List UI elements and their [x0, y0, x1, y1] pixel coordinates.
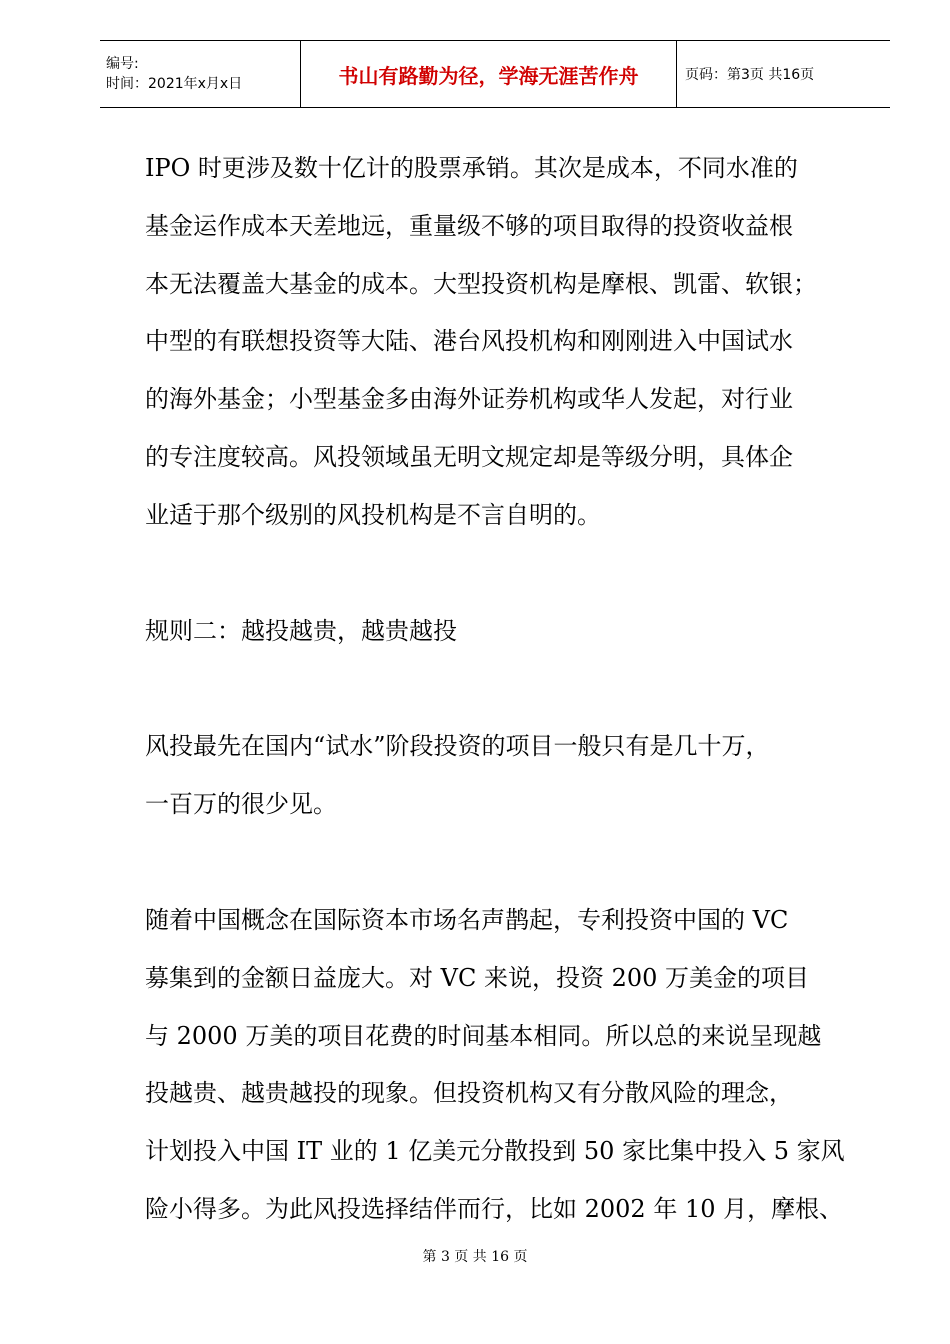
text-line: 的专注度较高。风投领域虽无明文规定却是等级分明，具体企	[145, 442, 793, 471]
paragraph	[145, 140, 855, 545]
document-body	[145, 140, 855, 1239]
paragraph-gap	[145, 660, 855, 718]
text-line: 业适于那个级别的风投机构是不言自明的。	[145, 500, 601, 529]
text-line: 一百万的很少见。	[145, 790, 337, 819]
text-line: 募集到的金额日益庞大。对 VC 来说，投资 200 万美金的项目	[145, 963, 810, 992]
text-line: 投越贵、越贵越投的现象。但投资机构又有分散风险的理念，	[145, 1079, 793, 1108]
document-time-label: 时间：2021年x月x日	[106, 76, 243, 92]
text-line: 随着中国概念在国际资本市场名声鹊起，专利投资中国的 VC	[145, 905, 789, 934]
text-line: 风投最先在国内“试水”阶段投资的项目一般只有是几十万，	[145, 732, 770, 761]
text-line: 规则二：越投越贵，越贵越投	[145, 616, 457, 645]
document-number-label: 编号:	[106, 56, 139, 72]
text-line: 中型的有联想投资等大陆、港台风投机构和刚刚进入中国试水	[145, 327, 793, 356]
text-line: 计划投入中国 IT 业的 1 亿美元分散投到 50 家比集中投入 5 家风	[145, 1137, 845, 1166]
text-line: 本无法覆盖大基金的成本。大型投资机构是摩根、凯雷、软银；	[145, 269, 817, 298]
header-meta-cell	[100, 41, 301, 107]
header-page-label: 页码：第3页 共16页	[685, 67, 815, 83]
text-line: 的海外基金；小型基金多由海外证券机构或华人发起，对行业	[145, 385, 793, 414]
section-heading	[145, 603, 855, 661]
page-header	[100, 40, 890, 108]
paragraph-gap	[145, 834, 855, 892]
text-line: IPO 时更涉及数十亿计的股票承销。其次是成本，不同水准的	[145, 154, 798, 182]
paragraph	[145, 892, 855, 1239]
page-footer: 第 3 页 共 16 页	[422, 1249, 528, 1265]
header-motto: 书山有路勤为径，学海无涯苦作舟	[301, 41, 677, 107]
text-line: 与 2000 万美的项目花费的时间基本相同。所以总的来说呈现越	[145, 1021, 822, 1050]
paragraph-gap	[145, 545, 855, 603]
paragraph	[145, 718, 855, 834]
text-line: 险小得多。为此风投选择结伴而行，比如 2002 年 10 月，摩根、	[145, 1194, 844, 1223]
text-line: 基金运作成本天差地远，重量级不够的项目取得的投资收益根	[145, 211, 793, 240]
